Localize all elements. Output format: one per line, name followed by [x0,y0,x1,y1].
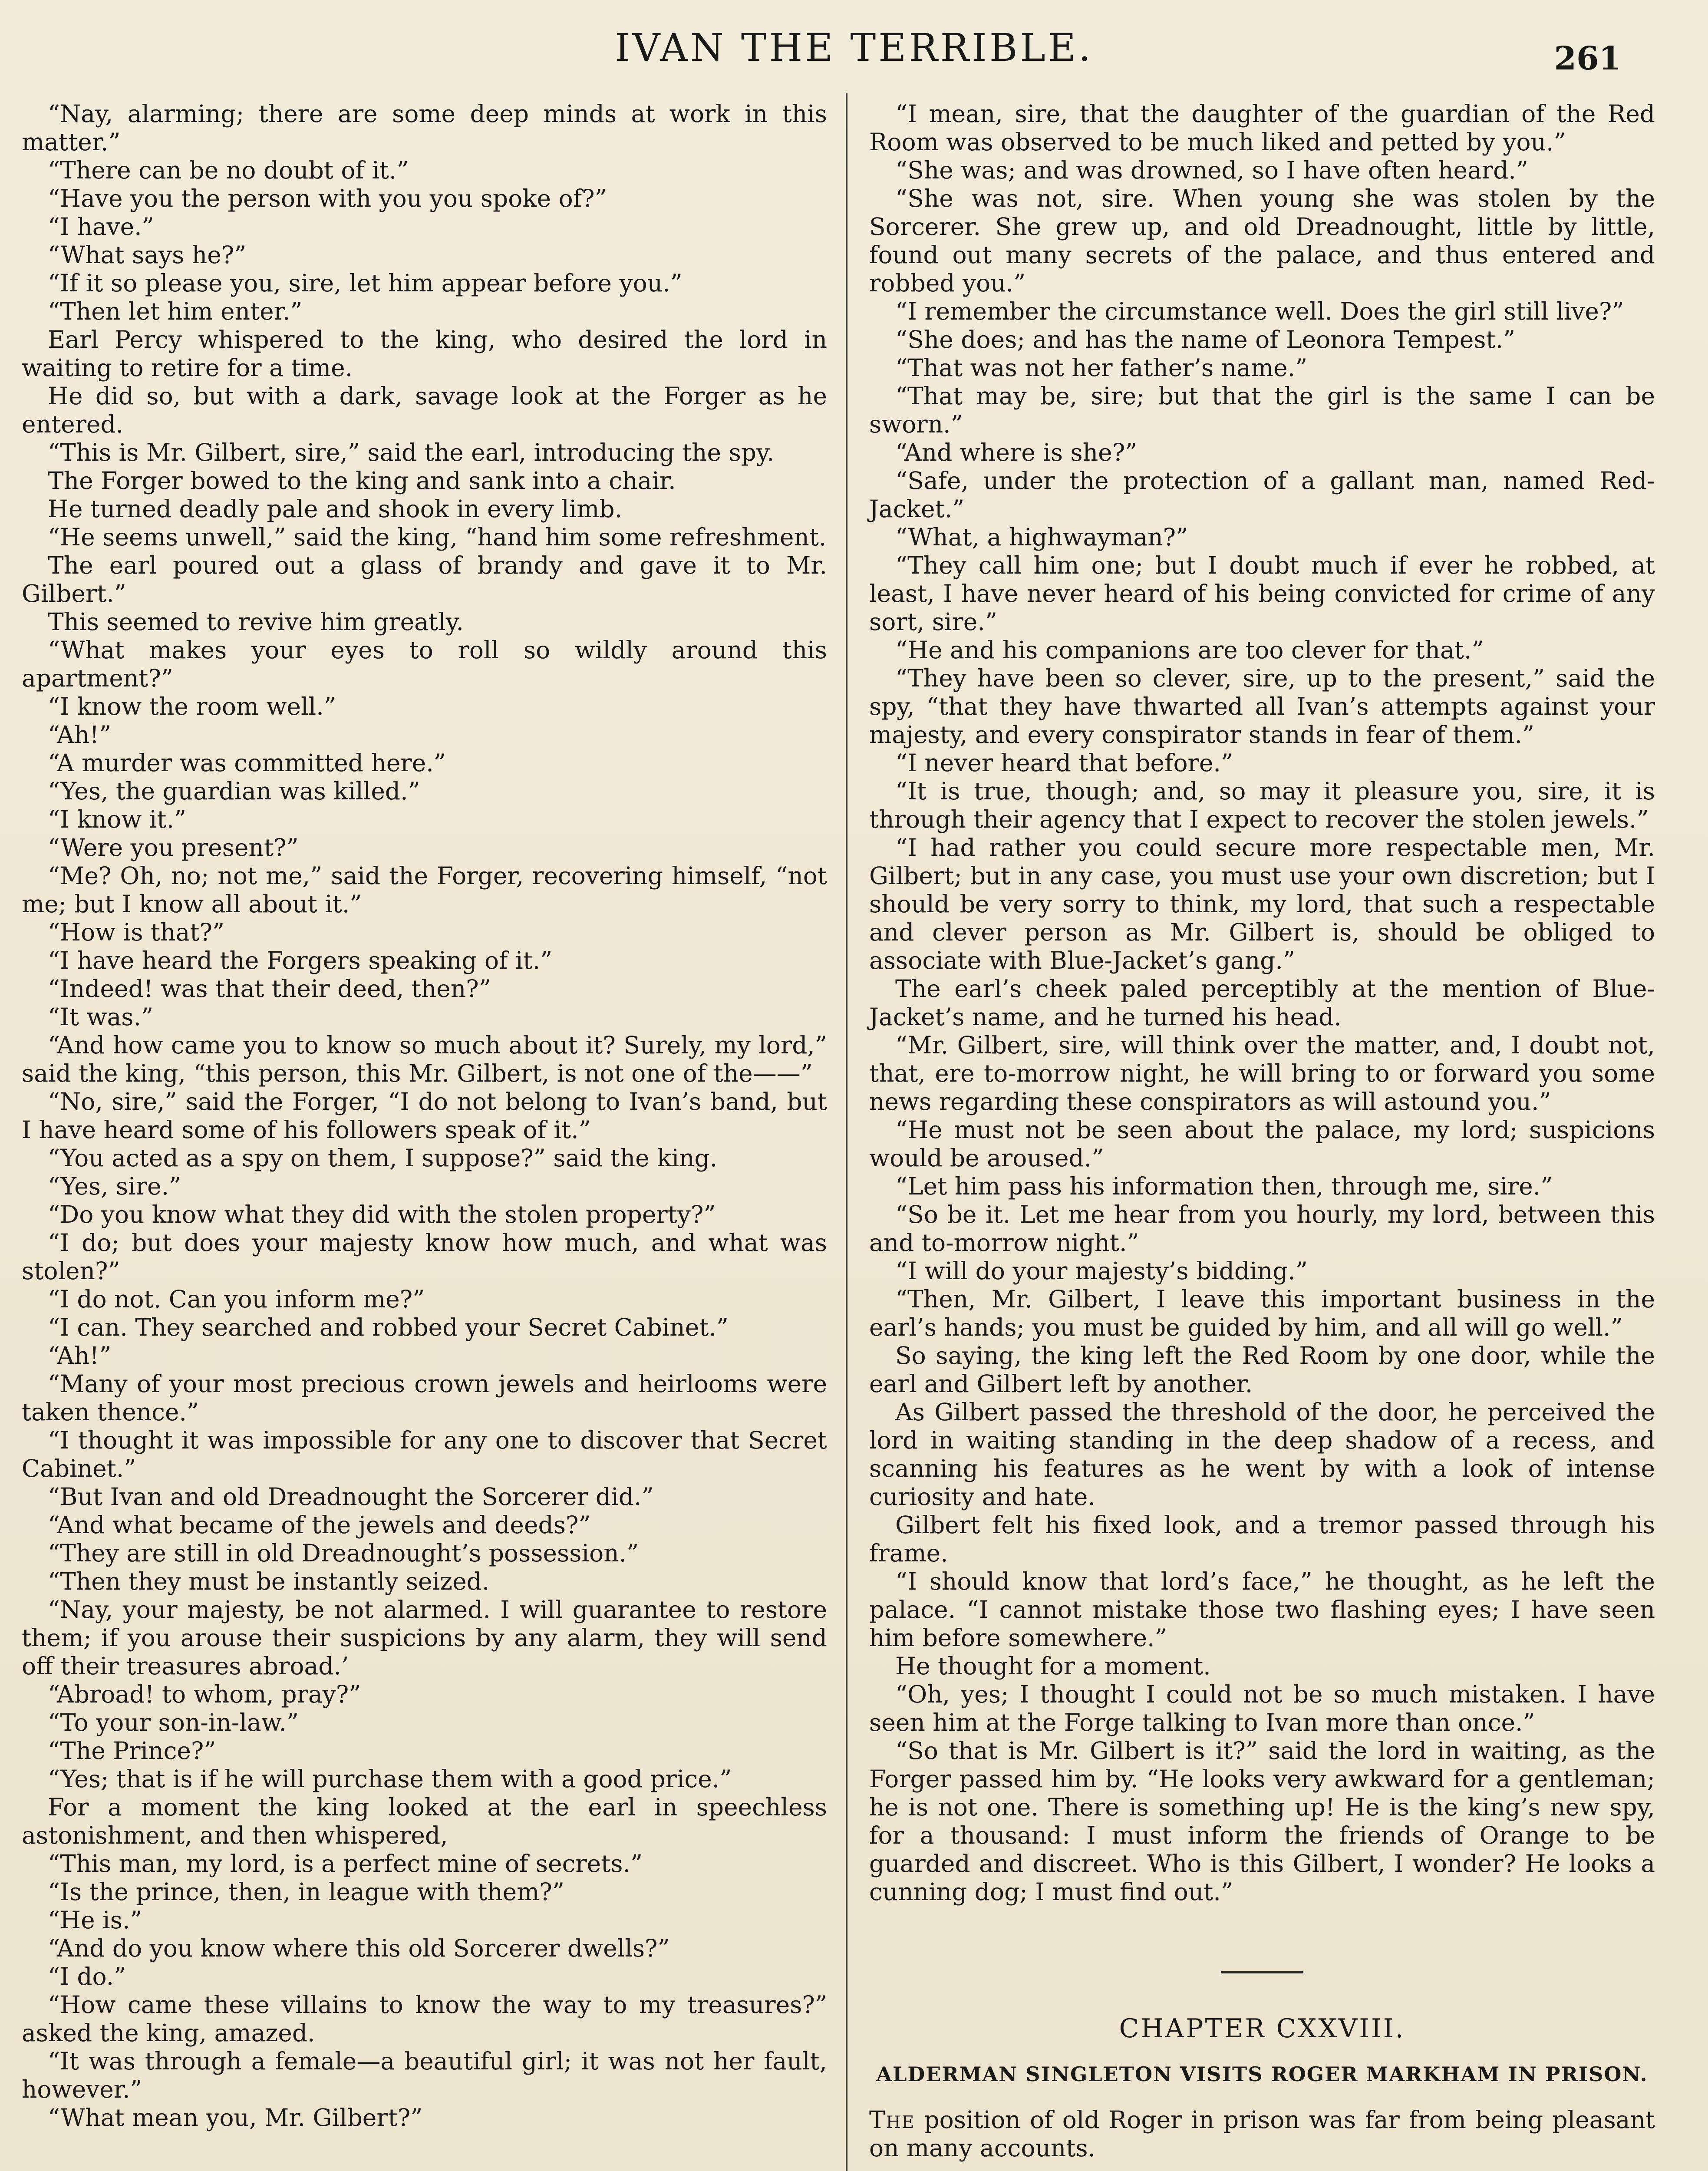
paragraph: “I can. They searched and robbed your Secret Cabinet.” [48,1313,729,1341]
paragraph: “Have you the person with you you spoke of?” [48,185,607,212]
paragraph: “She was; and was drowned, so I have often heard.” [895,156,1528,184]
right-column-text [869,100,1655,1906]
paragraph: “I do; but does your majesty know how much, and what was stolen?” [22,1229,827,1285]
right-column [869,100,1655,2162]
paragraph: “I thought it was impossible for any one to discover that Secret Cabinet.” [22,1426,827,1482]
paragraph: “I do.” [48,1963,126,1990]
paragraph: “It was through a female—a beautiful girl; it was not her fault, however.” [22,2047,827,2103]
left-column [22,100,827,2132]
paragraph: “I never heard that before.” [895,749,1233,777]
paragraph: “Then they must be instantly seized. [48,1567,490,1595]
paragraph: “He and his companions are too clever for that.” [895,636,1484,664]
paragraph: “I had rather you could secure more respectable men, Mr. Gilbert; but in any case, you must use your own discretion; but I should be very sorry to think, my lord, that such a respectable and clever person as Mr. Gilbert is, should be obliged to associate with Blue-Jacket’s gang.” [869,834,1655,974]
paragraph: “If it so please you, sire, let him appear before you.” [48,269,683,297]
chapter-lead-word: The [869,2106,915,2134]
paragraph: “Indeed! was that their deed, then?” [48,975,491,1003]
paragraph: “Yes, the guardian was killed.” [48,777,420,805]
paragraph: “That may be, sire; but that the girl is the same I can be sworn.” [869,382,1655,438]
paragraph: “There can be no doubt of it.” [48,156,409,184]
paragraph: For a moment the king looked at the earl in speechless astonishment, and then whispered, [22,1793,827,1849]
paragraph: “Mr. Gilbert, sire, will think over the matter, and, I doubt not, that, ere to-morrow night, he will bring to or forward you some news regarding these conspirators as will astound you.” [869,1031,1655,1115]
paragraph: “Then, Mr. Gilbert, I leave this important business in the earl’s hands; you must be guided by him, and all will go well.” [869,1285,1655,1341]
paragraph: He turned deadly pale and shook in every limb. [48,495,623,523]
paragraph: “Nay, your majesty, be not alarmed. I will guarantee to restore them; if you arouse their suspicions by any alarm, they will send off their treasures abroad.’ [22,1596,827,1680]
paragraph: “What, a highwayman?” [895,523,1188,551]
paragraph: “It was.” [48,1003,154,1031]
paragraph: “You acted as a spy on them, I suppose?” said the king. [48,1144,718,1172]
paragraph: “And do you know where this old Sorcerer dwells?” [48,1934,670,1962]
paragraph: Gilbert felt his fixed look, and a tremor passed through his frame. [869,1511,1655,1567]
paragraph: “They are still in old Dreadnought’s possession.” [48,1539,639,1567]
paragraph: “Is the prince, then, in league with them?” [48,1878,564,1906]
paragraph: “I have.” [48,213,154,241]
paragraph: “She was not, sire. When young she was stolen by the Sorcerer. She grew up, and old Dreadnought, little by little, found out many secrets of the palace, and thus entered and robbed you.” [869,185,1655,297]
paragraph: As Gilbert passed the threshold of the door, he perceived the lord in waiting standing in the deep shadow of a recess, and scanning his features as he went by with a look of intense curiosity and hate. [869,1398,1655,1511]
page-title: IVAN THE TERRIBLE. [614,25,1094,70]
paragraph: This seemed to revive him greatly. [48,608,464,636]
paragraph: “But Ivan and old Dreadnought the Sorcerer did.” [48,1483,654,1511]
chapter-lead-text: position of old Roger in prison was far from being pleasant on many accounts. [869,2106,1655,2162]
paragraph: “Were you present?” [48,834,299,861]
paragraph: “How came these villains to know the way to my treasures?” asked the king, amazed. [22,1991,827,2047]
paragraph: “He must not be seen about the palace, my lord; suspicions would be aroused.” [869,1116,1655,1172]
paragraph: “Safe, under the protection of a gallant man, named Red-Jacket.” [869,467,1655,523]
paragraph: “I know it.” [48,805,187,833]
paragraph: “Ah!” [48,721,112,749]
paragraph: “What mean you, Mr. Gilbert?” [48,2104,423,2131]
paragraph: “He is.” [48,1906,142,1934]
paragraph: “Nay, alarming; there are some deep minds at work in this matter.” [22,100,827,156]
paragraph: “And how came you to know so much about it? Surely, my lord,” said the king, “this person, this Mr. Gilbert, is not one of the——” [22,1031,827,1087]
paragraph: “This man, my lord, is a perfect mine of secrets.” [48,1850,643,1877]
paragraph: “He seems unwell,” said the king, “hand him some refreshment. [48,523,827,551]
paragraph: “Me? Oh, no; not me,” said the Forger, recovering himself, “not me; but I know all about it.” [22,862,827,918]
paragraph: He did so, but with a dark, savage look at the Forger as he entered. [22,382,827,438]
paragraph: “She does; and has the name of Leonora Tempest.” [895,326,1516,353]
chapter-subtitle: ALDERMAN SINGLETON VISITS ROGER MARKHAM IN PRISON. [876,2062,1648,2086]
section-separator [1221,1971,1303,1973]
paragraph: “What makes your eyes to roll so wildly around this apartment?” [22,636,827,692]
paragraph: The earl poured out a glass of brandy and gave it to Mr. Gilbert.” [22,551,827,607]
chapter-title: CHAPTER CXXVIII. [1119,2013,1405,2044]
paragraph: “So that is Mr. Gilbert is it?” said the lord in waiting, as the Forger passed him by. “He looks very awkward for a gentleman; he is not one. There is something up! He is the king’s new spy, for a thousand: I must inform the friends of Orange to be guarded and discreet. Who is this Gilbert, I wonder? He looks a cunning dog; I must find out.” [869,1737,1655,1906]
page-number: 261 [1554,40,1621,77]
column-divider [846,93,847,2171]
paragraph: “I remember the circumstance well. Does the girl still live?” [895,297,1624,325]
paragraph: The earl’s cheek paled perceptibly at the mention of Blue-Jacket’s name, and he turned his head. [869,975,1655,1031]
paragraph: He thought for a moment. [895,1652,1211,1680]
paragraph: “I know the room well.” [48,693,336,720]
paragraph: “I do not. Can you inform me?” [48,1285,425,1313]
paragraph: “That was not her father’s name.” [895,354,1308,382]
paragraph: “Yes; that is if he will purchase them with a good price.” [48,1765,732,1793]
paragraph: “So be it. Let me hear from you hourly, my lord, between this and to-morrow night.” [869,1201,1655,1257]
paragraph: Earl Percy whispered to the king, who desired the lord in waiting to retire for a time. [22,326,827,382]
paragraph: “I mean, sire, that the daughter of the guardian of the Red Room was observed to be much liked and petted by you.” [869,100,1655,156]
paragraph: “Abroad! to whom, pray?” [48,1680,361,1708]
paragraph: “Ah!” [48,1342,112,1369]
paragraph: “And where is she?” [895,439,1138,466]
paragraph: “It is true, though; and, so may it pleasure you, sire, it is through their agency that I expect to recover the stolen jewels.” [869,777,1655,833]
paragraph: “The Prince?” [48,1737,216,1765]
paragraph: “Many of your most precious crown jewels and heirlooms were taken thence.” [22,1370,827,1426]
paragraph: “I will do your majesty’s bidding.” [895,1257,1308,1285]
paragraph: “A murder was committed here.” [48,749,446,777]
paragraph: “How is that?” [48,918,225,946]
paragraph: “Then let him enter.” [48,297,303,325]
paragraph: “I should know that lord’s face,” he thought, as he left the palace. “I cannot mistake those two flashing eyes; I have seen him before somewhere.” [869,1567,1655,1652]
paragraph: “What says he?” [48,241,247,269]
chapter-opening-paragraph [869,2106,1655,2162]
paragraph: “This is Mr. Gilbert, sire,” said the earl, introducing the spy. [48,439,775,466]
paragraph: “Do you know what they did with the stolen property?” [48,1201,716,1228]
paragraph: “No, sire,” said the Forger, “I do not belong to Ivan’s band, but I have heard some of his followers speak of it.” [22,1088,827,1144]
paragraph: “Oh, yes; I thought I could not be so much mistaken. I have seen him at the Forge talking to Ivan more than once.” [869,1680,1655,1736]
paragraph: “They call him one; but I doubt much if ever he robbed, at least, I have never heard of his being convicted for crime of any sort, sire.” [869,551,1655,636]
paragraph: “Yes, sire.” [48,1172,181,1200]
paragraph: The Forger bowed to the king and sank into a chair. [48,467,676,495]
paragraph: “Let him pass his information then, through me, sire.” [895,1172,1553,1200]
paragraph: So saying, the king left the Red Room by one door, while the earl and Gilbert left by another. [869,1342,1655,1398]
paragraph: “They have been so clever, sire, up to the present,” said the spy, “that they have thwarted all Ivan’s attempts against your majesty, and every conspirator stands in fear of them.” [869,664,1655,749]
paragraph: “And what became of the jewels and deeds?” [48,1511,591,1539]
paragraph: “I have heard the Forgers speaking of it.” [48,947,553,974]
paragraph: “To your son-in-law.” [48,1709,299,1736]
